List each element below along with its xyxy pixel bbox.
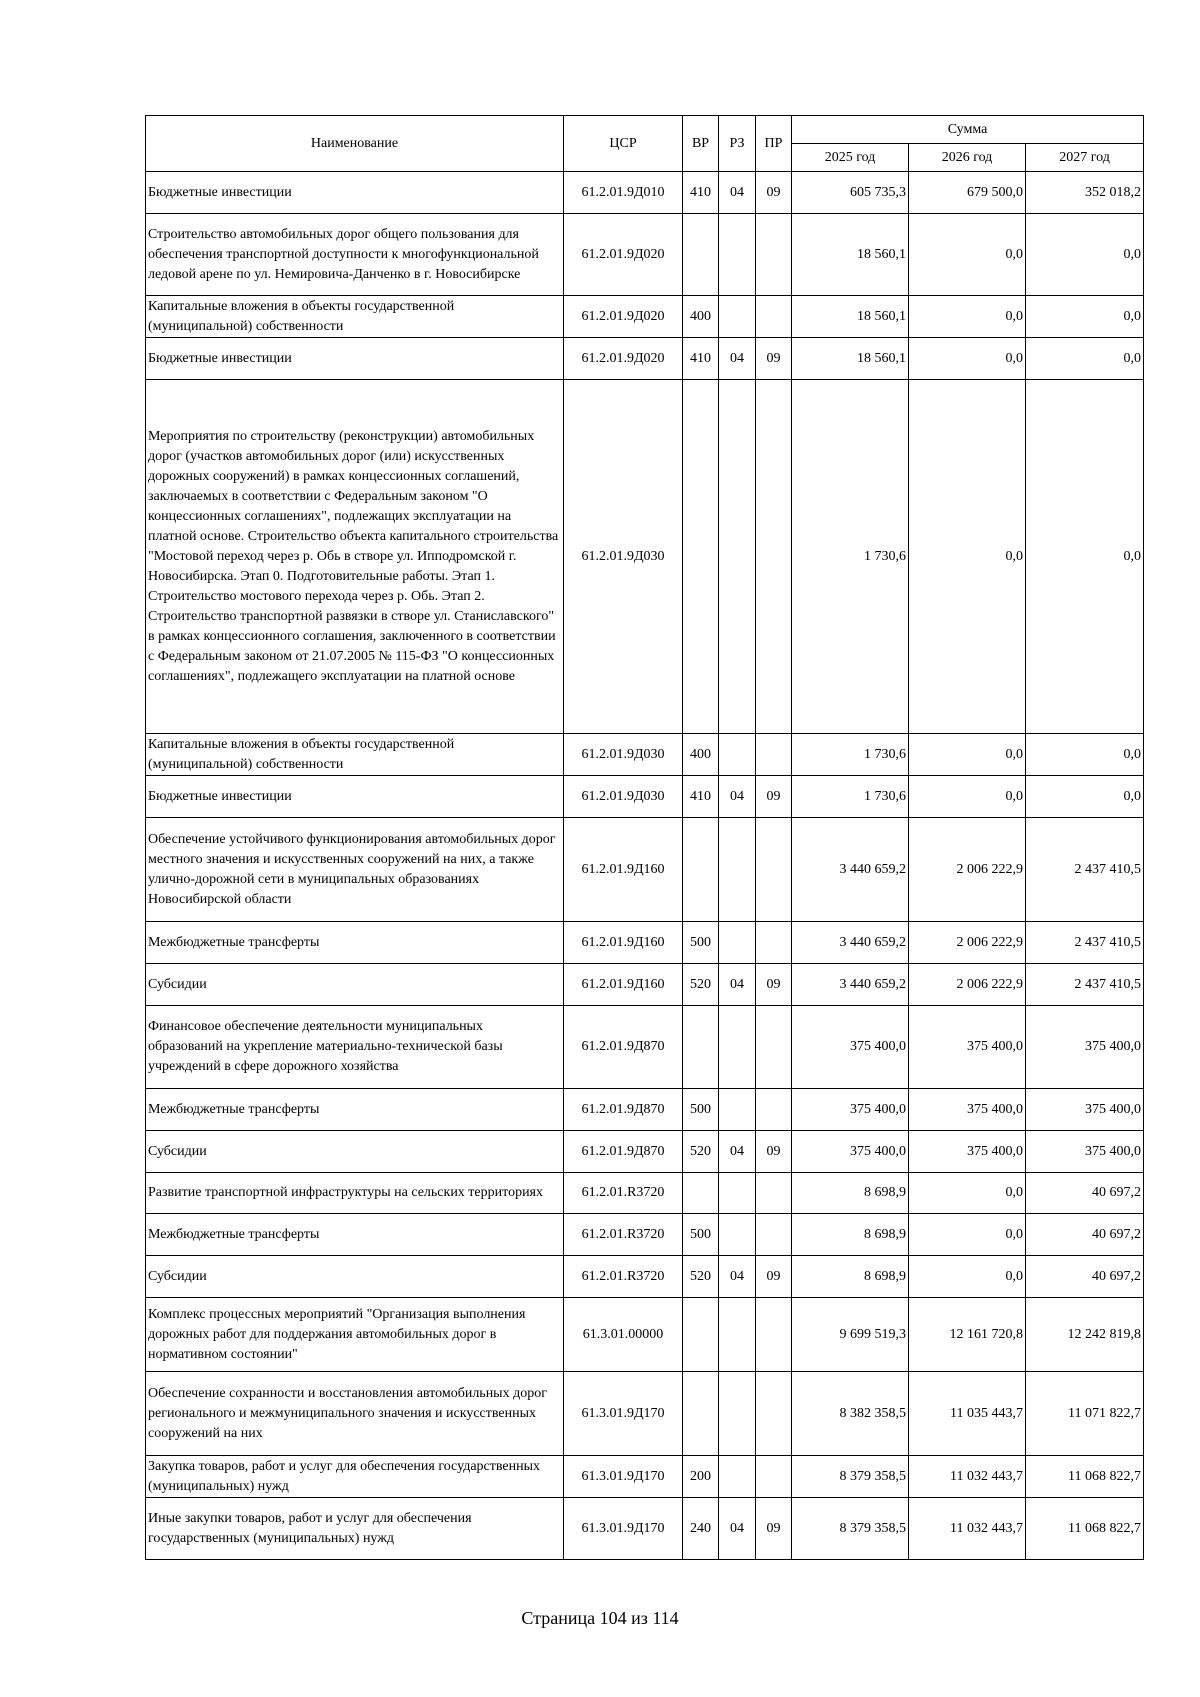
cell-pr (756, 214, 792, 296)
cell-2026: 2 006 222,9 (909, 818, 1026, 922)
cell-2025: 605 735,3 (792, 172, 909, 214)
cell-2026: 0,0 (909, 296, 1026, 338)
cell-2026: 0,0 (909, 338, 1026, 380)
cell-rz (719, 922, 756, 964)
cell-csr: 61.3.01.9Д170 (564, 1456, 683, 1498)
cell-2027: 375 400,0 (1026, 1131, 1144, 1173)
cell-2025: 8 382 358,5 (792, 1372, 909, 1456)
cell-rz (719, 380, 756, 734)
cell-vr: 520 (683, 1256, 719, 1298)
cell-pr: 09 (756, 1256, 792, 1298)
cell-pr: 09 (756, 1498, 792, 1560)
cell-pr: 09 (756, 1131, 792, 1173)
cell-csr: 61.2.01.9Д030 (564, 380, 683, 734)
cell-vr: 410 (683, 338, 719, 380)
cell-2027: 11 068 822,7 (1026, 1498, 1144, 1560)
table-row (146, 818, 1144, 922)
header-pr: ПР (756, 116, 792, 172)
cell-name: Субсидии (146, 1131, 564, 1173)
cell-name: Межбюджетные трансферты (146, 1214, 564, 1256)
header-year-2026: 2026 год (909, 144, 1026, 172)
cell-2025: 1 730,6 (792, 380, 909, 734)
cell-2027: 40 697,2 (1026, 1173, 1144, 1214)
table-header (146, 116, 1144, 172)
cell-vr (683, 1173, 719, 1214)
cell-2027: 0,0 (1026, 338, 1144, 380)
cell-2026: 679 500,0 (909, 172, 1026, 214)
header-vr: ВР (683, 116, 719, 172)
cell-rz: 04 (719, 964, 756, 1006)
table-row (146, 1214, 1144, 1256)
cell-2026: 0,0 (909, 1173, 1026, 1214)
cell-pr: 09 (756, 964, 792, 1006)
table-row (146, 1456, 1144, 1498)
cell-2025: 375 400,0 (792, 1131, 909, 1173)
table-row (146, 296, 1144, 338)
cell-vr (683, 214, 719, 296)
cell-pr (756, 1214, 792, 1256)
cell-pr (756, 380, 792, 734)
cell-2026: 375 400,0 (909, 1089, 1026, 1131)
cell-rz: 04 (719, 776, 756, 818)
table-row (146, 1256, 1144, 1298)
cell-vr (683, 380, 719, 734)
cell-vr: 500 (683, 922, 719, 964)
cell-2025: 18 560,1 (792, 338, 909, 380)
table-row (146, 776, 1144, 818)
cell-pr (756, 818, 792, 922)
cell-csr: 61.2.01.9Д160 (564, 818, 683, 922)
cell-2025: 8 698,9 (792, 1173, 909, 1214)
cell-rz (719, 214, 756, 296)
cell-2025: 8 698,9 (792, 1214, 909, 1256)
cell-2026: 0,0 (909, 214, 1026, 296)
cell-csr: 61.2.01.9Д030 (564, 776, 683, 818)
cell-name: Развитие транспортной инфраструктуры на сельских территориях (146, 1173, 564, 1214)
cell-2027: 375 400,0 (1026, 1006, 1144, 1089)
cell-rz (719, 1089, 756, 1131)
cell-rz: 04 (719, 1256, 756, 1298)
cell-pr (756, 1173, 792, 1214)
cell-vr: 520 (683, 1131, 719, 1173)
cell-vr: 410 (683, 776, 719, 818)
cell-pr (756, 1006, 792, 1089)
cell-name: Бюджетные инвестиции (146, 776, 564, 818)
cell-2027: 0,0 (1026, 380, 1144, 734)
cell-2025: 375 400,0 (792, 1006, 909, 1089)
cell-csr: 61.2.01.R3720 (564, 1214, 683, 1256)
cell-2025: 3 440 659,2 (792, 922, 909, 964)
header-year-2027: 2027 год (1026, 144, 1144, 172)
cell-csr: 61.3.01.9Д170 (564, 1372, 683, 1456)
table-row (146, 1006, 1144, 1089)
cell-2026: 11 032 443,7 (909, 1498, 1026, 1560)
cell-name: Строительство автомобильных дорог общего пользования для обеспечения транспортной доступности к многофункциональной ледовой арене по ул. Немировича-Данченко в г. Новосибирске (146, 214, 564, 296)
table-row (146, 1173, 1144, 1214)
table-body (146, 172, 1144, 1560)
table-row (146, 1498, 1144, 1560)
table-row (146, 1298, 1144, 1372)
cell-2027: 0,0 (1026, 734, 1144, 776)
cell-name: Обеспечение сохранности и восстановления автомобильных дорог регионального и межмуниципального значения и искусственных сооружений на них (146, 1372, 564, 1456)
header-year-2025: 2025 год (792, 144, 909, 172)
cell-2026: 11 035 443,7 (909, 1372, 1026, 1456)
cell-vr (683, 1298, 719, 1372)
cell-csr: 61.2.01.9Д020 (564, 296, 683, 338)
header-csr: ЦСР (564, 116, 683, 172)
cell-vr: 500 (683, 1214, 719, 1256)
cell-2025: 3 440 659,2 (792, 818, 909, 922)
cell-2026: 0,0 (909, 1214, 1026, 1256)
cell-pr (756, 1298, 792, 1372)
cell-pr (756, 922, 792, 964)
cell-name: Закупка товаров, работ и услуг для обеспечения государственных (муниципальных) нужд (146, 1456, 564, 1498)
table-row (146, 172, 1144, 214)
cell-2027: 40 697,2 (1026, 1256, 1144, 1298)
cell-vr: 500 (683, 1089, 719, 1131)
cell-csr: 61.3.01.00000 (564, 1298, 683, 1372)
cell-name: Мероприятия по строительству (реконструкции) автомобильных дорог (участков автомобильных дорог (или) искусственных дорожных сооружений) в рамках концессионных соглашений, заключаемых в соответствии с Федеральным законом "О концессионных соглашениях", подлежащих эксплуатации на платной основе. Строительство объекта капитального строительства "Мостовой переход через р. Обь в створе ул. Ипподромской г. Новосибирска. Этап 0. Подготовительные работы. Этап 1. Строительство мостового перехода через р. Обь. Этап 2. Строительство транспортной развязки в створе ул. Станиславского" в рамках концессионного соглашения, заключенного в соответствии с Федеральным законом от 21.07.2005 № 115-ФЗ "О концессионных соглашениях", подлежащего эксплуатации на платной основе (146, 380, 564, 734)
cell-2027: 375 400,0 (1026, 1089, 1144, 1131)
cell-2026: 375 400,0 (909, 1131, 1026, 1173)
table-row (146, 1372, 1144, 1456)
cell-name: Капитальные вложения в объекты государственной (муниципальной) собственности (146, 296, 564, 338)
cell-2026: 0,0 (909, 776, 1026, 818)
cell-2025: 8 379 358,5 (792, 1498, 909, 1560)
cell-name: Межбюджетные трансферты (146, 1089, 564, 1131)
cell-name: Субсидии (146, 1256, 564, 1298)
cell-csr: 61.2.01.R3720 (564, 1173, 683, 1214)
budget-table (145, 115, 1144, 1560)
cell-2027: 2 437 410,5 (1026, 964, 1144, 1006)
cell-name: Комплекс процессных мероприятий "Организация выполнения дорожных работ для поддержания автомобильных дорог в нормативном состоянии" (146, 1298, 564, 1372)
cell-vr: 410 (683, 172, 719, 214)
cell-2025: 18 560,1 (792, 296, 909, 338)
cell-pr (756, 1456, 792, 1498)
cell-vr: 400 (683, 734, 719, 776)
cell-vr (683, 818, 719, 922)
cell-pr: 09 (756, 338, 792, 380)
cell-2026: 0,0 (909, 734, 1026, 776)
table-row (146, 1089, 1144, 1131)
cell-2025: 8 379 358,5 (792, 1456, 909, 1498)
cell-2025: 375 400,0 (792, 1089, 909, 1131)
cell-rz (719, 1214, 756, 1256)
cell-rz (719, 296, 756, 338)
cell-2027: 0,0 (1026, 214, 1144, 296)
cell-vr: 200 (683, 1456, 719, 1498)
cell-name: Обеспечение устойчивого функционирования автомобильных дорог местного значения и искусственных сооружений на них, а также улично-дорожной сети в муниципальных образованиях Новосибирской области (146, 818, 564, 922)
cell-rz (719, 734, 756, 776)
cell-vr (683, 1006, 719, 1089)
header-name: Наименование (146, 116, 564, 172)
header-sum: Сумма (792, 116, 1144, 144)
cell-2027: 40 697,2 (1026, 1214, 1144, 1256)
cell-2026: 2 006 222,9 (909, 964, 1026, 1006)
cell-csr: 61.2.01.9Д160 (564, 922, 683, 964)
cell-2026: 0,0 (909, 1256, 1026, 1298)
table-row (146, 380, 1144, 734)
table-row (146, 1131, 1144, 1173)
cell-2026: 11 032 443,7 (909, 1456, 1026, 1498)
table-row (146, 734, 1144, 776)
table-row (146, 214, 1144, 296)
table-row (146, 922, 1144, 964)
cell-name: Иные закупки товаров, работ и услуг для обеспечения государственных (муниципальных) нужд (146, 1498, 564, 1560)
cell-2026: 375 400,0 (909, 1006, 1026, 1089)
cell-name: Бюджетные инвестиции (146, 172, 564, 214)
cell-rz (719, 818, 756, 922)
cell-csr: 61.2.01.9Д020 (564, 338, 683, 380)
cell-csr: 61.2.01.9Д160 (564, 964, 683, 1006)
cell-rz: 04 (719, 1131, 756, 1173)
cell-2027: 2 437 410,5 (1026, 922, 1144, 964)
cell-name: Субсидии (146, 964, 564, 1006)
table-row (146, 964, 1144, 1006)
cell-rz (719, 1173, 756, 1214)
cell-2025: 8 698,9 (792, 1256, 909, 1298)
cell-rz: 04 (719, 1498, 756, 1560)
cell-pr (756, 734, 792, 776)
cell-2027: 11 071 822,7 (1026, 1372, 1144, 1456)
header-rz: РЗ (719, 116, 756, 172)
cell-pr: 09 (756, 776, 792, 818)
cell-2025: 1 730,6 (792, 734, 909, 776)
cell-2025: 18 560,1 (792, 214, 909, 296)
cell-rz (719, 1456, 756, 1498)
cell-2027: 352 018,2 (1026, 172, 1144, 214)
page-number: Страница 104 из 114 (521, 1608, 679, 1628)
cell-2026: 0,0 (909, 380, 1026, 734)
cell-csr: 61.2.01.9Д870 (564, 1089, 683, 1131)
cell-2025: 3 440 659,2 (792, 964, 909, 1006)
cell-csr: 61.2.01.9Д870 (564, 1006, 683, 1089)
cell-2025: 9 699 519,3 (792, 1298, 909, 1372)
cell-pr (756, 1372, 792, 1456)
cell-rz (719, 1006, 756, 1089)
cell-2025: 1 730,6 (792, 776, 909, 818)
cell-2026: 12 161 720,8 (909, 1298, 1026, 1372)
cell-csr: 61.2.01.R3720 (564, 1256, 683, 1298)
cell-name: Бюджетные инвестиции (146, 338, 564, 380)
cell-name: Межбюджетные трансферты (146, 922, 564, 964)
cell-2027: 2 437 410,5 (1026, 818, 1144, 922)
cell-pr: 09 (756, 172, 792, 214)
cell-rz: 04 (719, 172, 756, 214)
cell-vr: 520 (683, 964, 719, 1006)
cell-vr: 400 (683, 296, 719, 338)
cell-2027: 12 242 819,8 (1026, 1298, 1144, 1372)
cell-csr: 61.3.01.9Д170 (564, 1498, 683, 1560)
cell-name: Финансовое обеспечение деятельности муниципальных образований на укрепление материально-технической базы учреждений в сфере дорожного хозяйства (146, 1006, 564, 1089)
cell-rz (719, 1372, 756, 1456)
cell-pr (756, 296, 792, 338)
cell-2026: 2 006 222,9 (909, 922, 1026, 964)
cell-vr (683, 1372, 719, 1456)
cell-2027: 0,0 (1026, 776, 1144, 818)
cell-rz: 04 (719, 338, 756, 380)
cell-csr: 61.2.01.9Д020 (564, 214, 683, 296)
cell-csr: 61.2.01.9Д010 (564, 172, 683, 214)
cell-rz (719, 1298, 756, 1372)
cell-vr: 240 (683, 1498, 719, 1560)
cell-pr (756, 1089, 792, 1131)
cell-name: Капитальные вложения в объекты государственной (муниципальной) собственности (146, 734, 564, 776)
cell-csr: 61.2.01.9Д870 (564, 1131, 683, 1173)
table-row (146, 338, 1144, 380)
cell-2027: 11 068 822,7 (1026, 1456, 1144, 1498)
cell-csr: 61.2.01.9Д030 (564, 734, 683, 776)
cell-2027: 0,0 (1026, 296, 1144, 338)
